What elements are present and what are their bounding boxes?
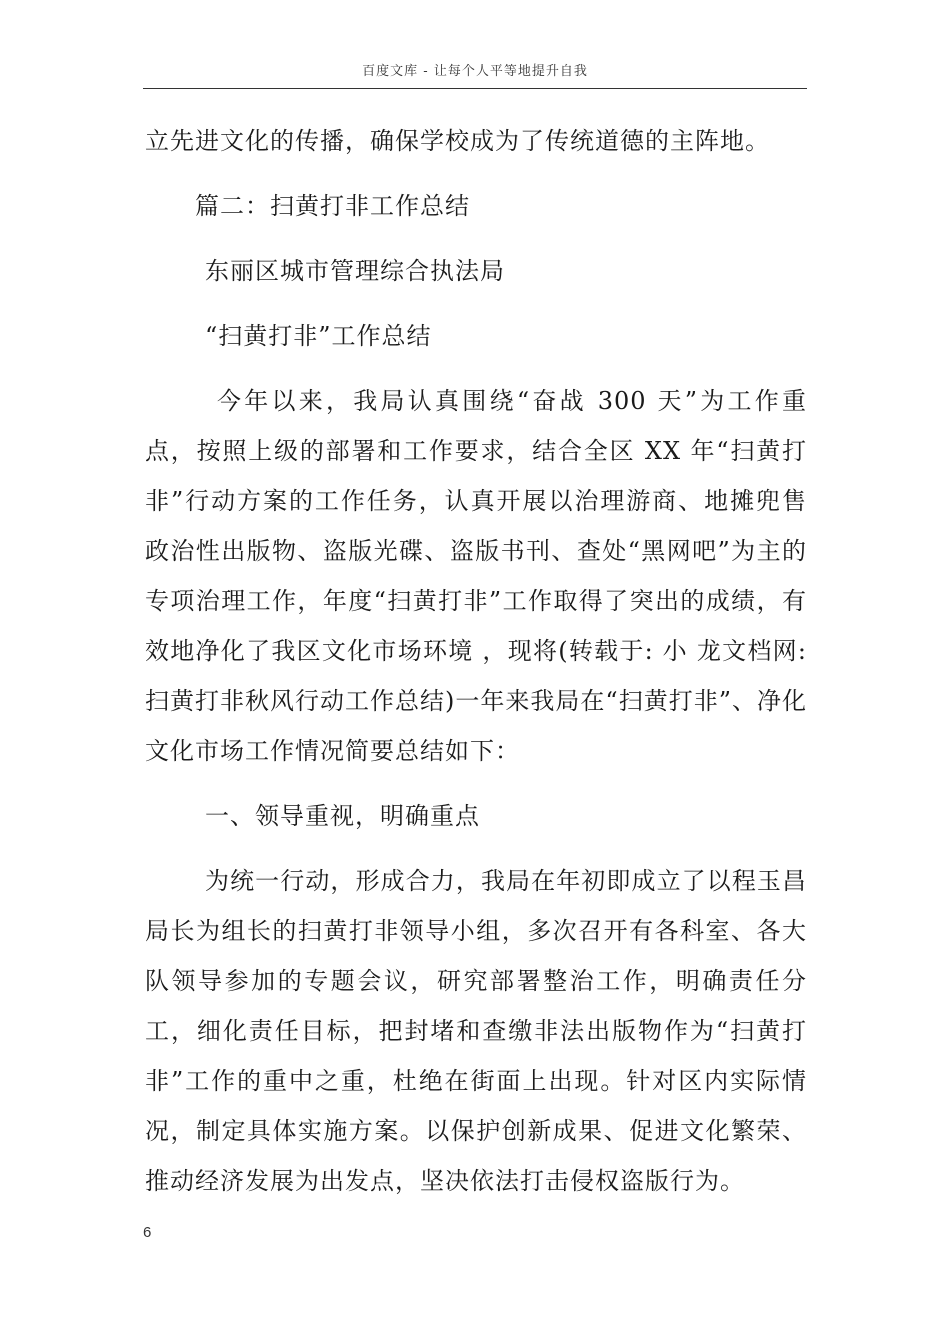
document-title: “扫黄打非”工作总结 — [205, 322, 432, 350]
page-header — [143, 62, 807, 89]
document-body — [145, 116, 807, 1206]
header-text: 百度文库 - 让每个人平等地提升自我 — [362, 64, 588, 79]
page-number: 6 — [143, 1224, 152, 1241]
paragraph-intro: 今年以来，我局认真围绕“奋战 300 天”为工作重点，按照上级的部署和工作要求，结合全区 XX 年“扫黄打非”行动方案的工作任务，认真开展以治理游商、地摊兜售政治性出版物、盗版光碟、盗版书刊、查处“黑网吧”为主的专项治理工作，年度“扫黄打非”工作取得了突出的成绩，有效地净化了我区文化市场环境 ，现将(转载于: 小 龙文档网:扫黄打非秋风行动工作总结)一年来我局在“扫黄打非”、净化文化市场工作情况简要总结如下： — [145, 387, 807, 765]
section-title: 篇二：扫黄打非工作总结 — [195, 192, 470, 220]
organization-name: 东丽区城市管理综合执法局 — [205, 257, 505, 285]
subsection-heading: 一、领导重视，明确重点 — [205, 802, 480, 830]
paragraph-continuation: 立先进文化的传播，确保学校成为了传统道德的主阵地。 — [145, 127, 770, 155]
paragraph-body: 为统一行动，形成合力，我局在年初即成立了以程玉昌局长为组长的扫黄打非领导小组，多次召开有各科室、各大队领导参加的专题会议，研究部署整治工作，明确责任分工，细化责任目标，把封堵和查缴非法出版物作为“扫黄打非”工作的重中之重，杜绝在街面上出现。针对区内实际情况，制定具体实施方案。以保护创新成果、促进文化繁荣、推动经济发展为出发点，坚决依法打击侵权盗版行为。 — [145, 867, 807, 1195]
